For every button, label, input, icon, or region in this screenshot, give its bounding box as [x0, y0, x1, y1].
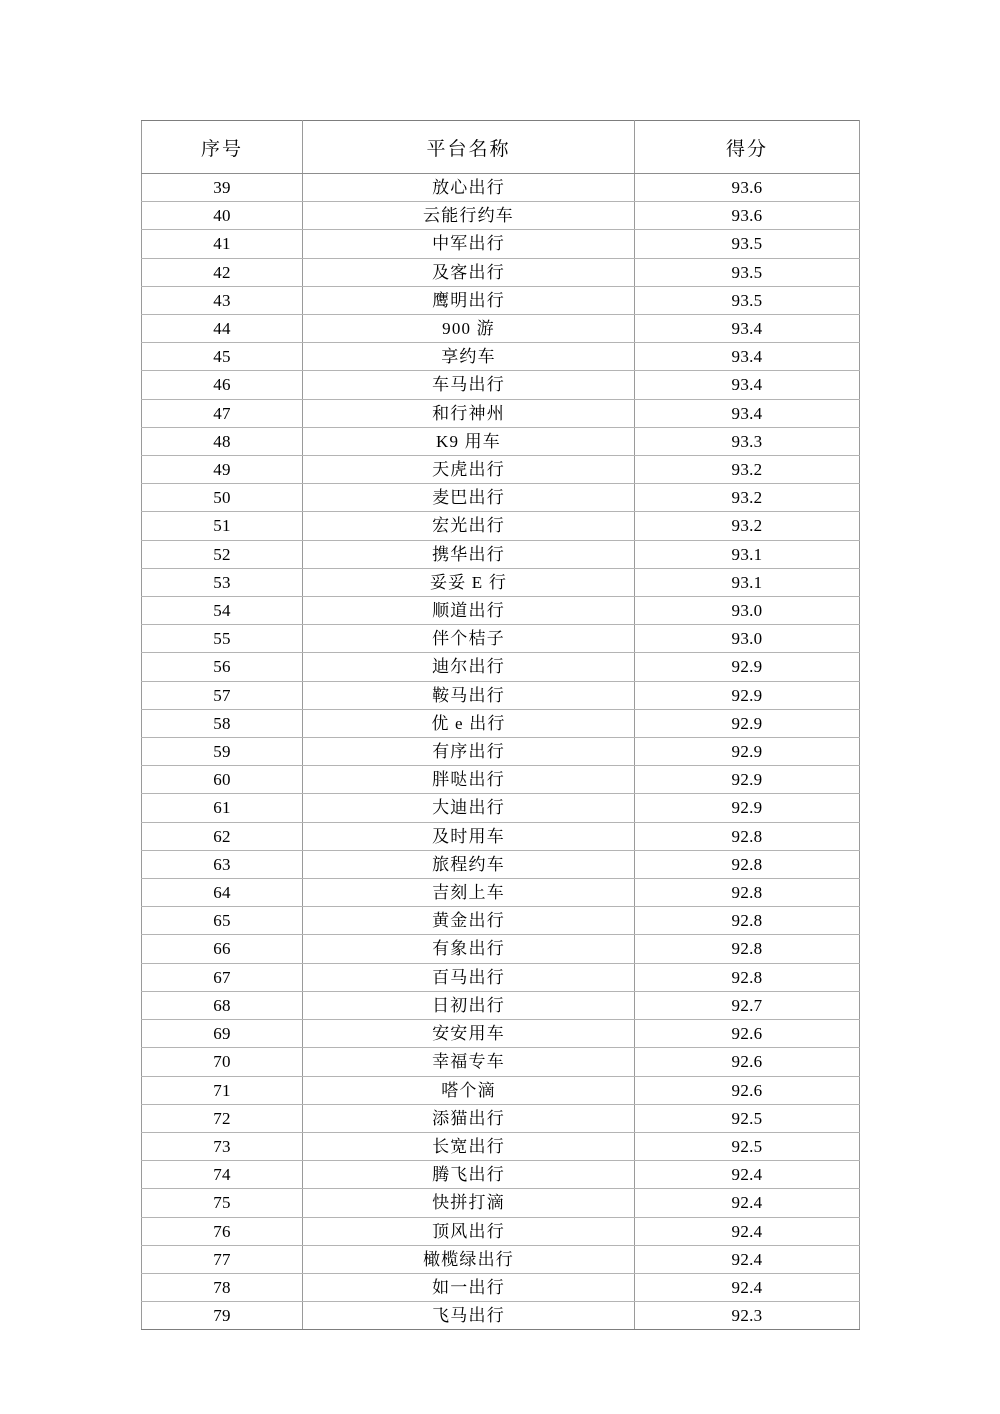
cell-index: 64 — [142, 879, 303, 907]
cell-score: 92.4 — [635, 1217, 860, 1245]
cell-index: 74 — [142, 1161, 303, 1189]
cell-score: 93.4 — [635, 343, 860, 371]
cell-score: 92.8 — [635, 879, 860, 907]
cell-index: 71 — [142, 1076, 303, 1104]
cell-score: 92.6 — [635, 1048, 860, 1076]
cell-platform-name: 旅程约车 — [303, 850, 635, 878]
cell-index: 55 — [142, 625, 303, 653]
table-row — [142, 427, 860, 455]
cell-platform-name: 顶风出行 — [303, 1217, 635, 1245]
table-row — [142, 794, 860, 822]
cell-score: 93.4 — [635, 315, 860, 343]
table-row — [142, 286, 860, 314]
table-body — [142, 174, 860, 1330]
cell-score: 92.9 — [635, 709, 860, 737]
cell-score: 93.2 — [635, 456, 860, 484]
table-row — [142, 850, 860, 878]
cell-platform-name: 麦巴出行 — [303, 484, 635, 512]
cell-platform-name: 中军出行 — [303, 230, 635, 258]
cell-index: 59 — [142, 738, 303, 766]
table-row — [142, 653, 860, 681]
cell-platform-name: 胖哒出行 — [303, 766, 635, 794]
cell-score: 92.6 — [635, 1076, 860, 1104]
cell-score: 92.9 — [635, 681, 860, 709]
cell-platform-name: 如一出行 — [303, 1273, 635, 1301]
cell-score: 92.6 — [635, 1020, 860, 1048]
cell-platform-name: 添猫出行 — [303, 1104, 635, 1132]
cell-index: 52 — [142, 540, 303, 568]
table-row — [142, 681, 860, 709]
cell-index: 46 — [142, 371, 303, 399]
cell-index: 60 — [142, 766, 303, 794]
cell-platform-name: 迪尔出行 — [303, 653, 635, 681]
cell-platform-name: 鹰明出行 — [303, 286, 635, 314]
cell-score: 93.0 — [635, 597, 860, 625]
cell-index: 47 — [142, 399, 303, 427]
cell-platform-name: 幸福专车 — [303, 1048, 635, 1076]
cell-score: 93.5 — [635, 258, 860, 286]
table-row — [142, 1048, 860, 1076]
table-row — [142, 1245, 860, 1273]
table-row — [142, 709, 860, 737]
cell-score: 93.1 — [635, 568, 860, 596]
table-row — [142, 343, 860, 371]
cell-platform-name: 伴个桔子 — [303, 625, 635, 653]
table-row — [142, 484, 860, 512]
table-row — [142, 1273, 860, 1301]
cell-platform-name: 黄金出行 — [303, 907, 635, 935]
table-row — [142, 512, 860, 540]
table-row — [142, 230, 860, 258]
cell-score: 93.1 — [635, 540, 860, 568]
cell-platform-name: 长宽出行 — [303, 1132, 635, 1160]
cell-score: 92.8 — [635, 822, 860, 850]
table-header — [142, 121, 860, 174]
cell-index: 40 — [142, 202, 303, 230]
cell-index: 56 — [142, 653, 303, 681]
table-row — [142, 1020, 860, 1048]
table-row — [142, 258, 860, 286]
cell-index: 72 — [142, 1104, 303, 1132]
table-row — [142, 879, 860, 907]
table-row — [142, 1104, 860, 1132]
cell-score: 92.8 — [635, 850, 860, 878]
cell-platform-name: 宏光出行 — [303, 512, 635, 540]
cell-score: 93.4 — [635, 399, 860, 427]
cell-platform-name: 顺道出行 — [303, 597, 635, 625]
cell-index: 53 — [142, 568, 303, 596]
table-row — [142, 1076, 860, 1104]
cell-score: 92.8 — [635, 935, 860, 963]
cell-index: 48 — [142, 427, 303, 455]
cell-score: 92.5 — [635, 1104, 860, 1132]
table-row — [142, 738, 860, 766]
table-row — [142, 371, 860, 399]
cell-platform-name: 及客出行 — [303, 258, 635, 286]
table-row — [142, 625, 860, 653]
cell-platform-name: 享约车 — [303, 343, 635, 371]
cell-platform-name: 有象出行 — [303, 935, 635, 963]
cell-index: 49 — [142, 456, 303, 484]
cell-index: 63 — [142, 850, 303, 878]
table-row — [142, 766, 860, 794]
cell-score: 92.9 — [635, 766, 860, 794]
cell-index: 76 — [142, 1217, 303, 1245]
cell-platform-name: 腾飞出行 — [303, 1161, 635, 1189]
cell-score: 92.9 — [635, 738, 860, 766]
cell-platform-name: 飞马出行 — [303, 1302, 635, 1330]
cell-platform-name: 放心出行 — [303, 174, 635, 202]
cell-platform-name: 车马出行 — [303, 371, 635, 399]
table-row — [142, 202, 860, 230]
cell-index: 57 — [142, 681, 303, 709]
table-row — [142, 315, 860, 343]
cell-score: 93.2 — [635, 512, 860, 540]
column-header-index: 序号 — [142, 121, 303, 174]
cell-score: 93.2 — [635, 484, 860, 512]
cell-score: 92.4 — [635, 1273, 860, 1301]
cell-index: 54 — [142, 597, 303, 625]
cell-index: 79 — [142, 1302, 303, 1330]
cell-platform-name: 日初出行 — [303, 991, 635, 1019]
cell-platform-name: 嗒个滴 — [303, 1076, 635, 1104]
cell-platform-name: 及时用车 — [303, 822, 635, 850]
cell-index: 75 — [142, 1189, 303, 1217]
table-row — [142, 991, 860, 1019]
score-table-container — [141, 120, 859, 1330]
cell-platform-name: K9 用车 — [303, 427, 635, 455]
cell-platform-name: 百马出行 — [303, 963, 635, 991]
cell-platform-name: 安安用车 — [303, 1020, 635, 1048]
cell-index: 70 — [142, 1048, 303, 1076]
column-header-platform-name: 平台名称 — [303, 121, 635, 174]
table-row — [142, 935, 860, 963]
cell-platform-name: 橄榄绿出行 — [303, 1245, 635, 1273]
table-row — [142, 597, 860, 625]
cell-score: 93.4 — [635, 371, 860, 399]
cell-platform-name: 云能行约车 — [303, 202, 635, 230]
cell-score: 92.4 — [635, 1189, 860, 1217]
table-row — [142, 399, 860, 427]
cell-platform-name: 大迪出行 — [303, 794, 635, 822]
cell-index: 68 — [142, 991, 303, 1019]
cell-platform-name: 妥妥 E 行 — [303, 568, 635, 596]
table-row — [142, 1132, 860, 1160]
cell-index: 39 — [142, 174, 303, 202]
cell-score: 92.8 — [635, 963, 860, 991]
cell-score: 92.3 — [635, 1302, 860, 1330]
cell-index: 44 — [142, 315, 303, 343]
table-row — [142, 907, 860, 935]
cell-index: 65 — [142, 907, 303, 935]
cell-index: 41 — [142, 230, 303, 258]
cell-platform-name: 和行神州 — [303, 399, 635, 427]
cell-index: 69 — [142, 1020, 303, 1048]
cell-score: 93.0 — [635, 625, 860, 653]
cell-platform-name: 吉刻上车 — [303, 879, 635, 907]
cell-score: 93.3 — [635, 427, 860, 455]
cell-platform-name: 900 游 — [303, 315, 635, 343]
table-row — [142, 540, 860, 568]
column-header-score: 得分 — [635, 121, 860, 174]
table-row — [142, 963, 860, 991]
cell-index: 66 — [142, 935, 303, 963]
cell-score: 92.4 — [635, 1245, 860, 1273]
cell-platform-name: 优 e 出行 — [303, 709, 635, 737]
cell-score: 92.5 — [635, 1132, 860, 1160]
cell-index: 67 — [142, 963, 303, 991]
table-row — [142, 1161, 860, 1189]
cell-index: 58 — [142, 709, 303, 737]
cell-score: 93.6 — [635, 174, 860, 202]
cell-index: 51 — [142, 512, 303, 540]
table-row — [142, 822, 860, 850]
cell-score: 92.9 — [635, 653, 860, 681]
cell-score: 92.9 — [635, 794, 860, 822]
cell-index: 62 — [142, 822, 303, 850]
cell-index: 61 — [142, 794, 303, 822]
cell-platform-name: 携华出行 — [303, 540, 635, 568]
cell-index: 43 — [142, 286, 303, 314]
cell-platform-name: 鞍马出行 — [303, 681, 635, 709]
cell-platform-name: 有序出行 — [303, 738, 635, 766]
table-row — [142, 568, 860, 596]
cell-index: 78 — [142, 1273, 303, 1301]
cell-score: 92.7 — [635, 991, 860, 1019]
cell-index: 45 — [142, 343, 303, 371]
cell-index: 73 — [142, 1132, 303, 1160]
table-header-row — [142, 121, 860, 174]
cell-score: 93.6 — [635, 202, 860, 230]
cell-platform-name: 快拼打滴 — [303, 1189, 635, 1217]
cell-score: 93.5 — [635, 286, 860, 314]
cell-score: 92.4 — [635, 1161, 860, 1189]
cell-platform-name: 天虎出行 — [303, 456, 635, 484]
cell-index: 42 — [142, 258, 303, 286]
table-row — [142, 174, 860, 202]
table-row — [142, 1189, 860, 1217]
cell-score: 92.8 — [635, 907, 860, 935]
cell-index: 77 — [142, 1245, 303, 1273]
cell-score: 93.5 — [635, 230, 860, 258]
platform-score-table — [141, 120, 860, 1330]
table-row — [142, 456, 860, 484]
table-row — [142, 1302, 860, 1330]
cell-index: 50 — [142, 484, 303, 512]
table-row — [142, 1217, 860, 1245]
